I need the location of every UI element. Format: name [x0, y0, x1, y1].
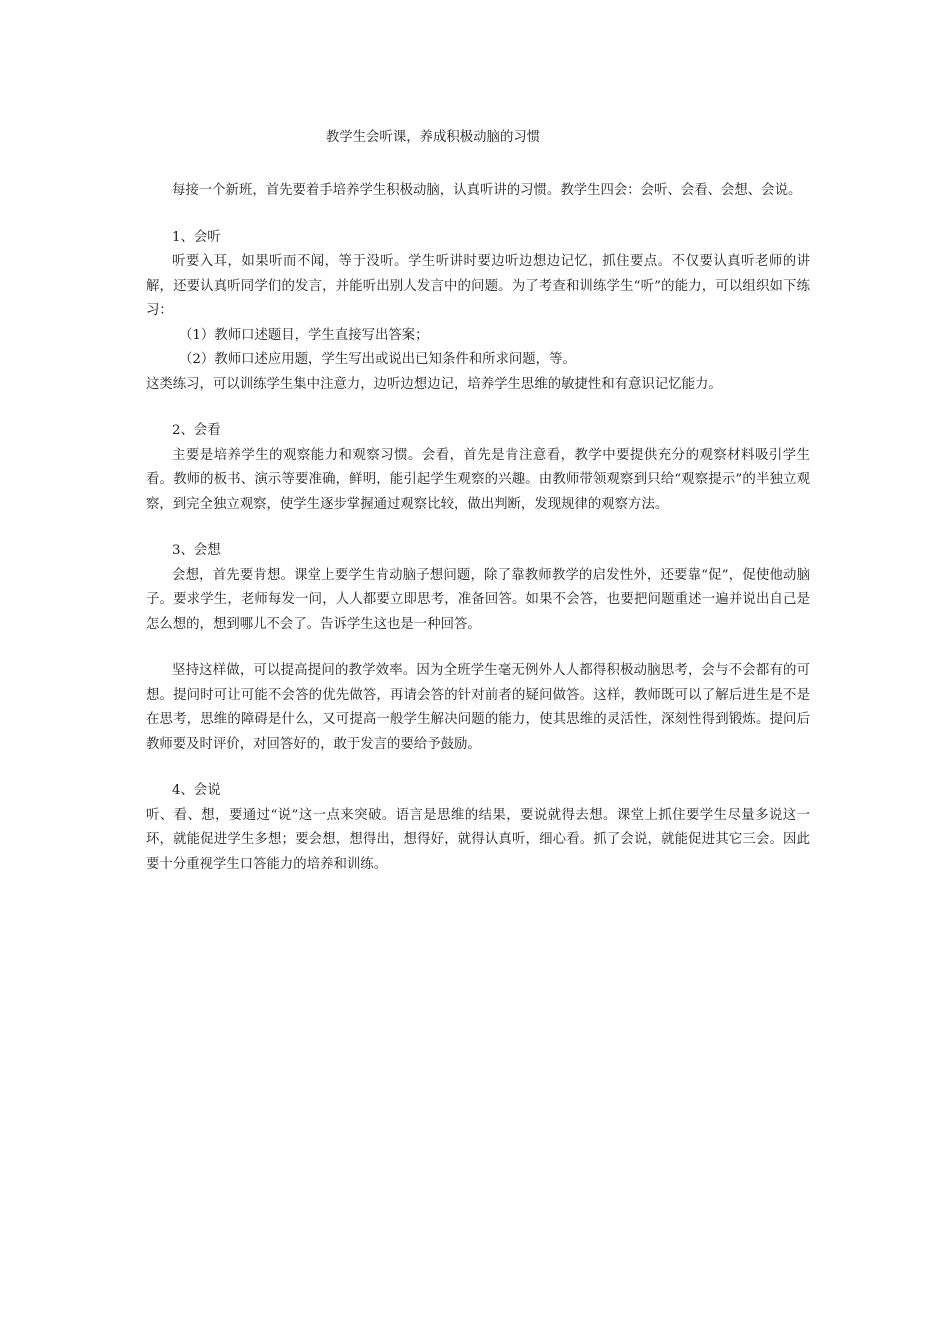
section-heading: 4、会说 [172, 783, 221, 798]
section-closing: 这类练习，可以训练学生集中注意力，边听边想边记，培养学生思维的敏捷性和有意识记忆能力。 [146, 376, 722, 392]
section-listening [146, 226, 810, 398]
section-extra: 坚持这样做，可以提高提问的教学效率。因为全班学生毫无例外人人都得积极动脑思考，会与不会都有的可想。提问时可让可能不会答的优先做答，再请会答的针对前者的疑问做答。这样，教师既可以了解后进生是不是在思考，思维的障碍是什么，又可提高一般学生解决问题的能力，使其思维的灵活性，深刻性得到锻炼。提问后教师要及时评价，对回答好的，敢于发言的要给予鼓励。 [146, 663, 810, 752]
section-body: 听要入耳，如果听而不闻，等于没听。学生听讲时要边听边想边记忆，抓住要点。不仅要认真听老师的讲解，还要认真听同学们的发言，并能听出别人发言中的问题。为了考查和训练学生“听”的能力，可以组织如下练习： [146, 254, 810, 318]
section-heading: 2、会看 [172, 423, 221, 438]
section-thinking [146, 539, 810, 757]
list-item: （1）教师口述题目，学生直接写出答案； [179, 327, 429, 343]
list-item: （2）教师口述应用题，学生写出或说出已知条件和所求问题，等。 [179, 352, 576, 367]
section-watching [146, 419, 810, 517]
intro-paragraph: 每接一个新班，首先要着手培养学生积极动脑，认真听讲的习惯。教学生四会：会听、会看、会想、会说。 [172, 183, 802, 198]
document-title: 教学生会听课，养成积极动脑的习惯 [325, 130, 541, 145]
section-heading: 3、会想 [172, 543, 221, 558]
document-content [146, 126, 810, 877]
section-heading: 1、会听 [172, 229, 221, 245]
section-speaking [146, 779, 810, 877]
section-body: 主要是培养学生的观察能力和观察习惯。会看，首先是肯注意看，教学中要提供充分的观察材料吸引学生看。教师的板书、演示等要准确，鲜明，能引起学生观察的兴趣。由教师带领观察到只给“观察提示”的半独立观察，到完全独立观察，使学生逐步掌握通过观察比较，做出判断，发现规律的观察方法。 [146, 447, 810, 512]
section-body: 会想，首先要肯想。课堂上要学生肯动脑子想问题，除了靠教师教学的启发性外，还要靠“促”，促使他动脑子。要求学生，老师每发一问，人人都要立即思考，准备回答。如果不会答，也要把问题重述一遍并说出自己是怎么想的，想到哪儿不会了。告诉学生这也是一种回答。 [146, 567, 810, 632]
section-body: 听、看、想，要通过“说”这一点来突破。语言是思维的结果，要说就得去想。课堂上抓住要学生尽量多说这一环，就能促进学生多想；要会想，想得出，想得好，就得认真听，细心看。抓了会说，就能促进其它三会。因此要十分重视学生口答能力的培养和训练。 [146, 807, 810, 872]
